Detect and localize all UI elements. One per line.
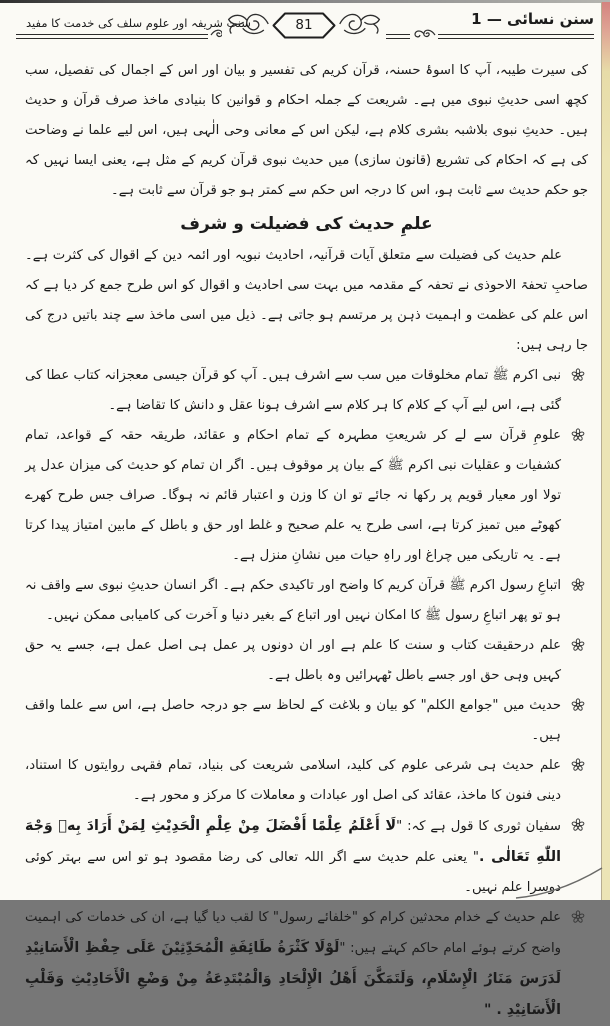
flower-bullet-icon [571, 578, 585, 592]
flower-bullet-icon [571, 818, 585, 832]
bullet-text: " یعنی علم حدیث سے اگر اللہ تعالی کی رضا مقصود ہو تو اس سے بہتر کوئی دوسرا علم نہیں۔ [25, 850, 561, 895]
opening-paragraph: کی سیرت طیبہ، آپ کا اسوۂ حسنہ، قرآن کریم کی تفسیر و بیان اور اس کے اجمال کی تفصیل، سب کچھ اسی حدیثِ نبوی میں ہے۔ شریعت کے جملہ احکام و قوانین کا بنیادی ماخذ صرف قرآن و حدیث ہیں۔ حدیثِ نبوی بلاشبہ بشری کلام ہے، لیکن اس کے معانی وحی الٰہی ہیں، اس لیے علما نے وضاحت کی ہے کہ احکام کی تشریع (قانون سازی) میں حدیث نبوی قرآن کریم کے مثل ہے، یعنی ایسا نہیں کہ جو حکم حدیث سے ثابت ہو، اس کا درجہ اس حکم سے کمتر ہو جو قرآن سے ثابت ہے۔ [25, 63, 588, 198]
page-edge-strip [601, 2, 610, 900]
bullet-text: علومِ قرآن سے لے کر شریعتِ مطہرہ کے تمام احکام و عقائد، طریقہ حقہ کے قواعد، تمام کشفیات و عقلیات نبی اکرم ﷺ کے بیان پر موقوف ہیں۔ اگر ان تمام کو حدیث کی میزان عدل پر تولا اور معیار قویم پر رکھا نہ جائے تو ان کا وزن و اعتبار قائم نہ ہوگا۔ صراف جس طرح کھرے کھوٹے میں تمیز کرتا ہے، اسی طرح یہ علم صحیح و غلط اور حق و باطل کے مابین امتیاز پیدا کرتا ہے۔ یہ تاریکی میں چراغ اور راہِ حیات میں نشانِ منزل ہے۔ [25, 428, 561, 563]
scan-top-edge [0, 0, 610, 3]
page-number: 81 [295, 17, 313, 33]
bullet-text: علم حدیث کے خدام محدثین کرام کو "خلفائے رسول" کا لقب دیا گیا ہے، ان کی خدمات کی اہمیت واضح کرتے ہوئے امام حاکم کہتے ہیں: " [25, 910, 562, 956]
page-number-badge [272, 12, 336, 39]
flower-bullet-icon [571, 638, 585, 652]
page-body [25, 56, 588, 1018]
intro-paragraph: علم حدیث کی فضیلت سے متعلق آیات قرآنیہ، احادیث نبویہ اور ائمہ دین کے اقوال کی کثرت ہے۔ صاحبِ تحفۃ الاحوذی نے تحفہ کے مقدمہ میں بہت سی احادیث و اقوال کو اس طرح جمع کر دیا ہے کہ اس علم کی عظمت و اہمیت ذہن پر مرتسم ہو جاتی ہے۔ ذیل میں اسی ماخذ سے چند باتیں درج کی جا رہی ہیں: [25, 248, 588, 353]
bullet-text: سفیان ثوری کا قول ہے کہ: " [396, 819, 561, 834]
flower-bullet-icon [571, 910, 585, 924]
bullet-text: نبی اکرم ﷺ تمام مخلوقات میں سب سے اشرف ہیں۔ آپ کو قرآن جیسی معجزانہ کتاب عطا کی گئی ہے، اس لیے آپ کے کلام کا ہر کلام سے اشرف ہونا عقل و دانش کا تقاضا ہے۔ [25, 368, 561, 413]
arabic-quote: لَا أَعْلَمُ عِلْمًا أَفْضَلَ مِنْ عِلْمِ الْحَدِيْثِ لِمَنْ أَرَادَ بِهٖ وَجْهَ اللّٰهِ تَعَالٰى . [25, 818, 561, 865]
list-item [25, 691, 588, 751]
floral-ornament-icon [338, 9, 382, 41]
flower-bullet-icon [571, 758, 585, 772]
list-item [25, 571, 588, 631]
bullet-text: علم درحقیقت کتاب و سنت کا علم ہے اور ان دونوں پر عمل ہی اصل عمل ہے، جسے یہ حق کہیں وہی حق اور جسے باطل ٹھہرائیں وہ باطل ہے۔ [25, 638, 561, 683]
points-list [25, 361, 588, 1026]
bullet-text: علم حدیث ہی شرعی علوم کی کلید، اسلامی شریعت کی بنیاد، تمام فقہی روایتوں کا استناد، دینی فنون کا ماخذ، عقائد کی اصل اور عبادات و معاملات کا مرکز و محور ہے۔ [25, 758, 561, 803]
list-item [25, 811, 588, 903]
list-item [25, 751, 588, 811]
page-curl-line [514, 854, 604, 900]
page-header [12, 6, 596, 50]
bullet-text: حدیث میں "جوامع الکلم" کو بیان و بلاغت کے لحاظ سے جو درجہ حاصل ہے، اس سے علما واقف ہیں۔ [25, 698, 561, 743]
bullet-text: اتباعِ رسول اکرم ﷺ قرآن کریم کا واضح اور تاکیدی حکم ہے۔ اگر انسان حدیثِ نبوی سے واقف نہ ہو تو پھر اتباعِ رسول ﷺ کا امکان نہیں اور اتباع کے بغیر دنیا و آخرت کی کامیابی ممکن نہیں۔ [25, 578, 561, 623]
flower-bullet-icon [571, 698, 585, 712]
scroll-ornament-icon [410, 28, 438, 41]
list-item [25, 903, 588, 1026]
flower-bullet-icon [571, 428, 585, 442]
section-heading: علمِ حدیث کی فضیلت و شرف [180, 214, 433, 234]
arabic-quote: لَوْلَا كَثْرَةُ طَائِفَةِ الْمُحَدِّثِيْنَ عَلَى حِفْظِ الْأَسَانِيْدِ لَدَرَسَ مَنَارُ الْإِسْلَامِ، وَلَتَمَكَّنَ أَهْلُ الْإِلْحَادِ وَالْمُبْتَدِعَةُ مِنْ وَضْعِ الْأَحَادِيْثِ وَقَلْبِ الْأَسَانِيْدِ . " [25, 940, 561, 1018]
book-title: سنن نسائی — 1 [471, 10, 594, 28]
list-item [25, 421, 588, 571]
chapter-title: سنت شریفہ اور علوم سلف کی خدمت کا مفید [26, 16, 251, 30]
list-item [25, 361, 588, 421]
list-item [25, 631, 588, 691]
flower-bullet-icon [571, 368, 585, 382]
